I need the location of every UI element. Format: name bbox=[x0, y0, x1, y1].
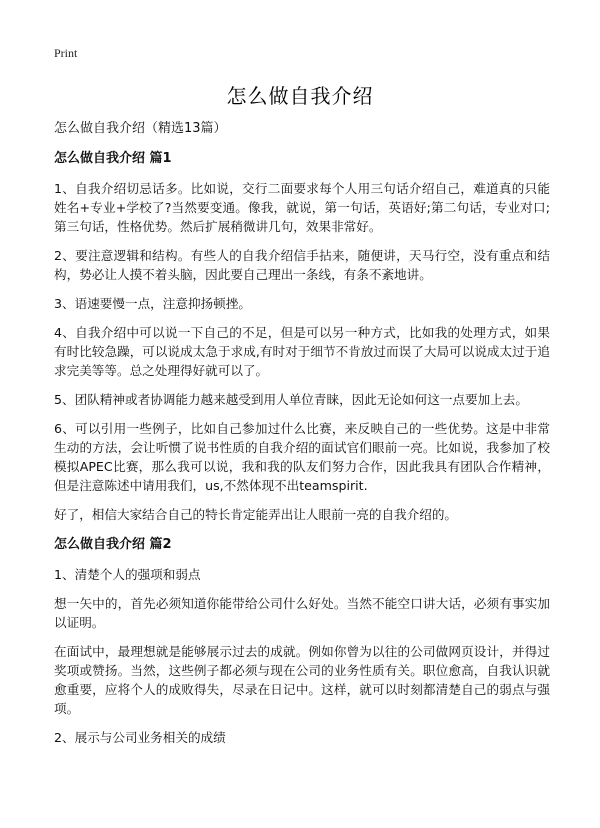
section-heading: 怎么做自我介绍 篇2 bbox=[54, 537, 172, 552]
paragraph: 在面试中，最理想就是能够展示过去的成就。例如你曾为以往的公司做网页设计，并得过奖项或赞扬。当然，这些例子都必须与现在公司的业务性质有关。职位愈高，自我认识就愈重要，应将个人的成败得失，尽录在日记中。这样，就可以时刻都清楚自己的弱点与强项。 bbox=[54, 644, 550, 716]
paragraph: 5、团队精神或者协调能力越来越受到用人单位青睐，因此无论如何这一点要加上去。 bbox=[54, 392, 528, 407]
paragraph: 3、语速要慢一点，注意抑扬顿挫。 bbox=[54, 296, 251, 311]
section-2 bbox=[54, 536, 550, 747]
paragraph: 1、自我介绍切忌话多。比如说，交行二面要求每个人用三句话介绍自己，难道真的只能姓名+专业+学校了?当然要变通。像我，就说，第一句话，英语好;第二句话，专业对口;第三句话，性格优势。然后扩展稍微讲几句，效果非常好。 bbox=[54, 181, 550, 234]
section-1 bbox=[54, 150, 550, 524]
document-subtitle: 怎么做自我介绍（精选13篇） bbox=[54, 121, 227, 136]
paragraph: 2、展示与公司业务相关的成绩 bbox=[54, 730, 226, 745]
paragraph: 6、可以引用一些例子，比如自己参加过什么比赛，来反映自己的一些优势。这是中非常生动的方法，会让听惯了说书性质的自我介绍的面试官们眼前一亮。比如说，我参加了校模拟APEC比赛，那么我可以说，我和我的队友们努力合作，因此我具有团队合作精神，但是注意陈述中请用我们，us,不然体现不出teamspirit. bbox=[54, 421, 550, 493]
print-link[interactable]: Print bbox=[54, 46, 78, 60]
paragraph: 想一矢中的，首先必须知道你能带给公司什么好处。当然不能空口讲大话，必须有事实加以证明。 bbox=[54, 596, 550, 630]
document-body bbox=[54, 120, 550, 757]
paragraph: 1、清楚个人的强项和弱点 bbox=[54, 567, 201, 582]
paragraph: 好了，相信大家结合自己的特长肯定能弄出让人眼前一亮的自我介绍的。 bbox=[54, 507, 457, 522]
page-title: 怎么做自我介绍 bbox=[226, 84, 374, 108]
paragraph: 2、要注意逻辑和结构。有些人的自我介绍信手拈来，随便讲，天马行空，没有重点和结构，势必让人摸不着头脑，因此要自己理出一条线，有条不紊地讲。 bbox=[54, 248, 550, 282]
paragraph: 4、自我介绍中可以说一下自己的不足，但是可以另一种方式，比如我的处理方式，如果有时比较急躁，可以说成太急于求成,有时对于细节不肯放过而误了大局可以说成太过于追求完美等等。总之处理得好就可以了。 bbox=[54, 325, 550, 378]
section-heading: 怎么做自我介绍 篇1 bbox=[54, 151, 172, 166]
